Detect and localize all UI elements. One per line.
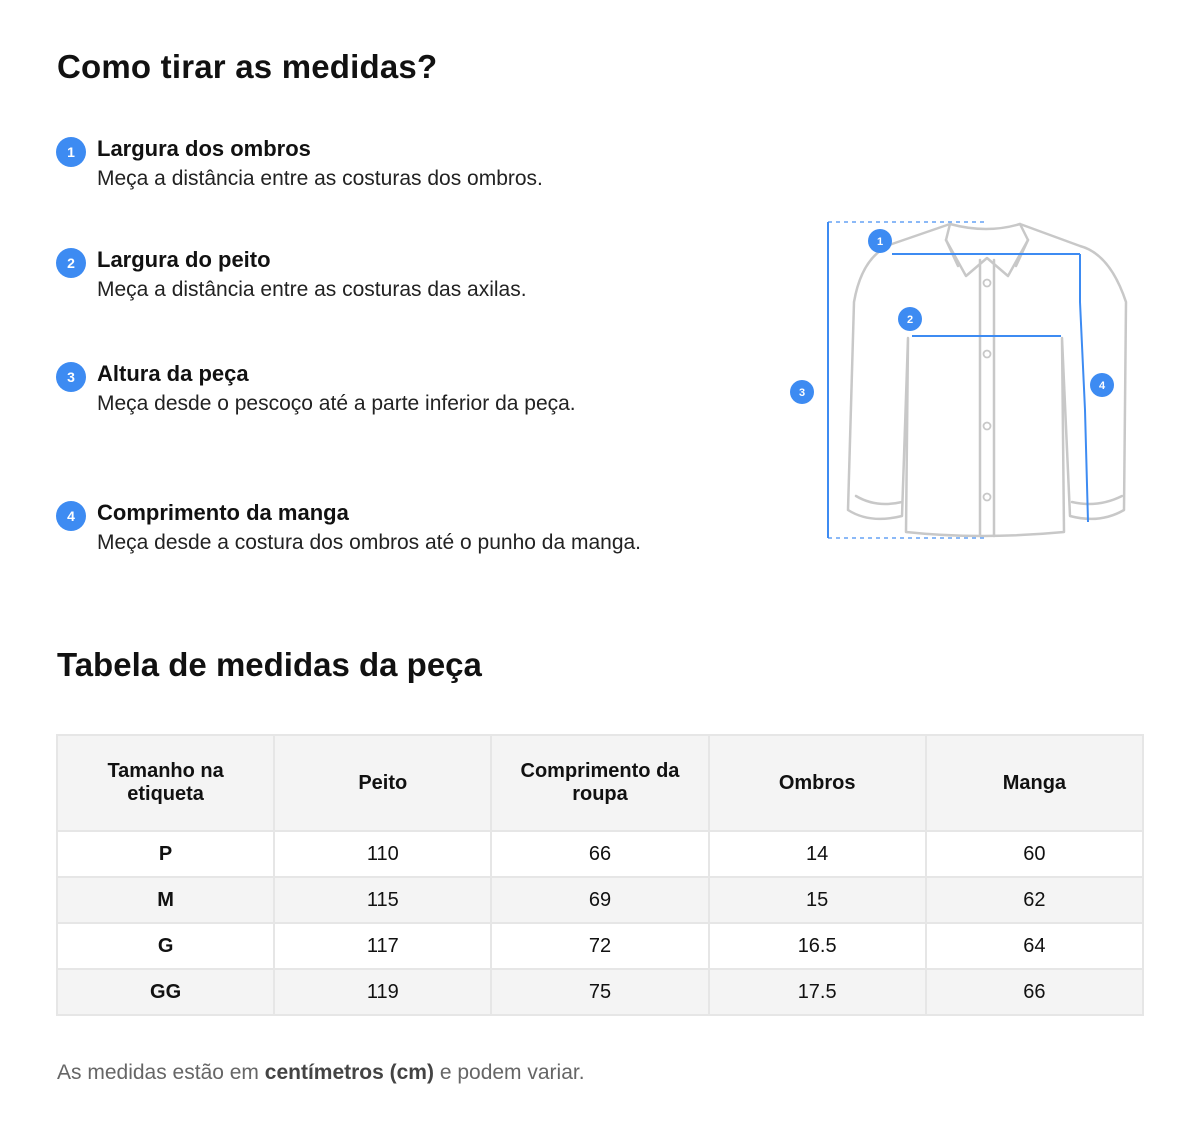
column-header: Comprimento da roupa	[491, 735, 708, 831]
marker-1: 1	[876, 236, 884, 248]
table-row	[57, 877, 1143, 923]
marker-4: 4	[1098, 380, 1106, 392]
table-cell: 62	[926, 877, 1143, 923]
step-number-badge: 3	[56, 362, 86, 392]
measurement-diagram	[780, 210, 1140, 555]
size-table	[56, 734, 1144, 1016]
table-cell: 14	[709, 831, 926, 877]
table-cell: 110	[274, 831, 491, 877]
column-header: Peito	[274, 735, 491, 831]
column-header: Manga	[926, 735, 1143, 831]
table-cell: 15	[709, 877, 926, 923]
table-title: Tabela de medidas da peça	[57, 646, 482, 683]
column-header: Ombros	[709, 735, 926, 831]
table-cell: 117	[274, 923, 491, 969]
size-cell: G	[57, 923, 274, 969]
table-row	[57, 923, 1143, 969]
marker-2: 2	[906, 314, 914, 326]
footnote	[57, 1061, 585, 1085]
step-heading: Largura do peito	[97, 247, 271, 272]
column-header: Tamanho na etiqueta	[57, 735, 274, 831]
step-garment-length	[56, 359, 666, 417]
step-heading: Altura da peça	[97, 361, 249, 386]
size-cell: GG	[57, 969, 274, 1015]
step-shoulder-width	[56, 134, 666, 192]
step-sleeve-length	[56, 498, 666, 556]
table-cell: 69	[491, 877, 708, 923]
step-description: Meça desde a costura dos ombros até o punho da manga.	[97, 531, 642, 554]
shirt-icon	[780, 210, 1140, 550]
step-description: Meça a distância entre as costuras dos ombros.	[97, 167, 543, 190]
table-cell: 66	[491, 831, 708, 877]
table-cell: 17.5	[709, 969, 926, 1015]
footnote-prefix: As medidas estão em	[57, 1061, 265, 1084]
step-heading: Largura dos ombros	[97, 136, 311, 161]
marker-3: 3	[798, 387, 806, 399]
step-number-badge: 1	[56, 137, 86, 167]
table-cell: 115	[274, 877, 491, 923]
step-heading: Comprimento da manga	[97, 500, 349, 525]
page-title: Como tirar as medidas?	[57, 48, 438, 85]
size-cell: P	[57, 831, 274, 877]
table-cell: 75	[491, 969, 708, 1015]
table-cell: 119	[274, 969, 491, 1015]
table-cell: 66	[926, 969, 1143, 1015]
table-row	[57, 831, 1143, 877]
table-cell: 60	[926, 831, 1143, 877]
table-cell: 64	[926, 923, 1143, 969]
step-number-badge: 2	[56, 248, 86, 278]
table-cell: 16.5	[709, 923, 926, 969]
footnote-suffix: e podem variar.	[433, 1061, 585, 1084]
step-description: Meça desde o pescoço até a parte inferior da peça.	[97, 392, 576, 415]
table-row	[57, 969, 1143, 1015]
step-number-badge: 4	[56, 501, 86, 531]
footnote-unit: centímetros (cm)	[264, 1061, 434, 1084]
step-description: Meça a distância entre as costuras das axilas.	[97, 278, 527, 301]
size-cell: M	[57, 877, 274, 923]
table-header-row	[57, 735, 1143, 831]
step-chest-width	[56, 245, 666, 303]
table-cell: 72	[491, 923, 708, 969]
